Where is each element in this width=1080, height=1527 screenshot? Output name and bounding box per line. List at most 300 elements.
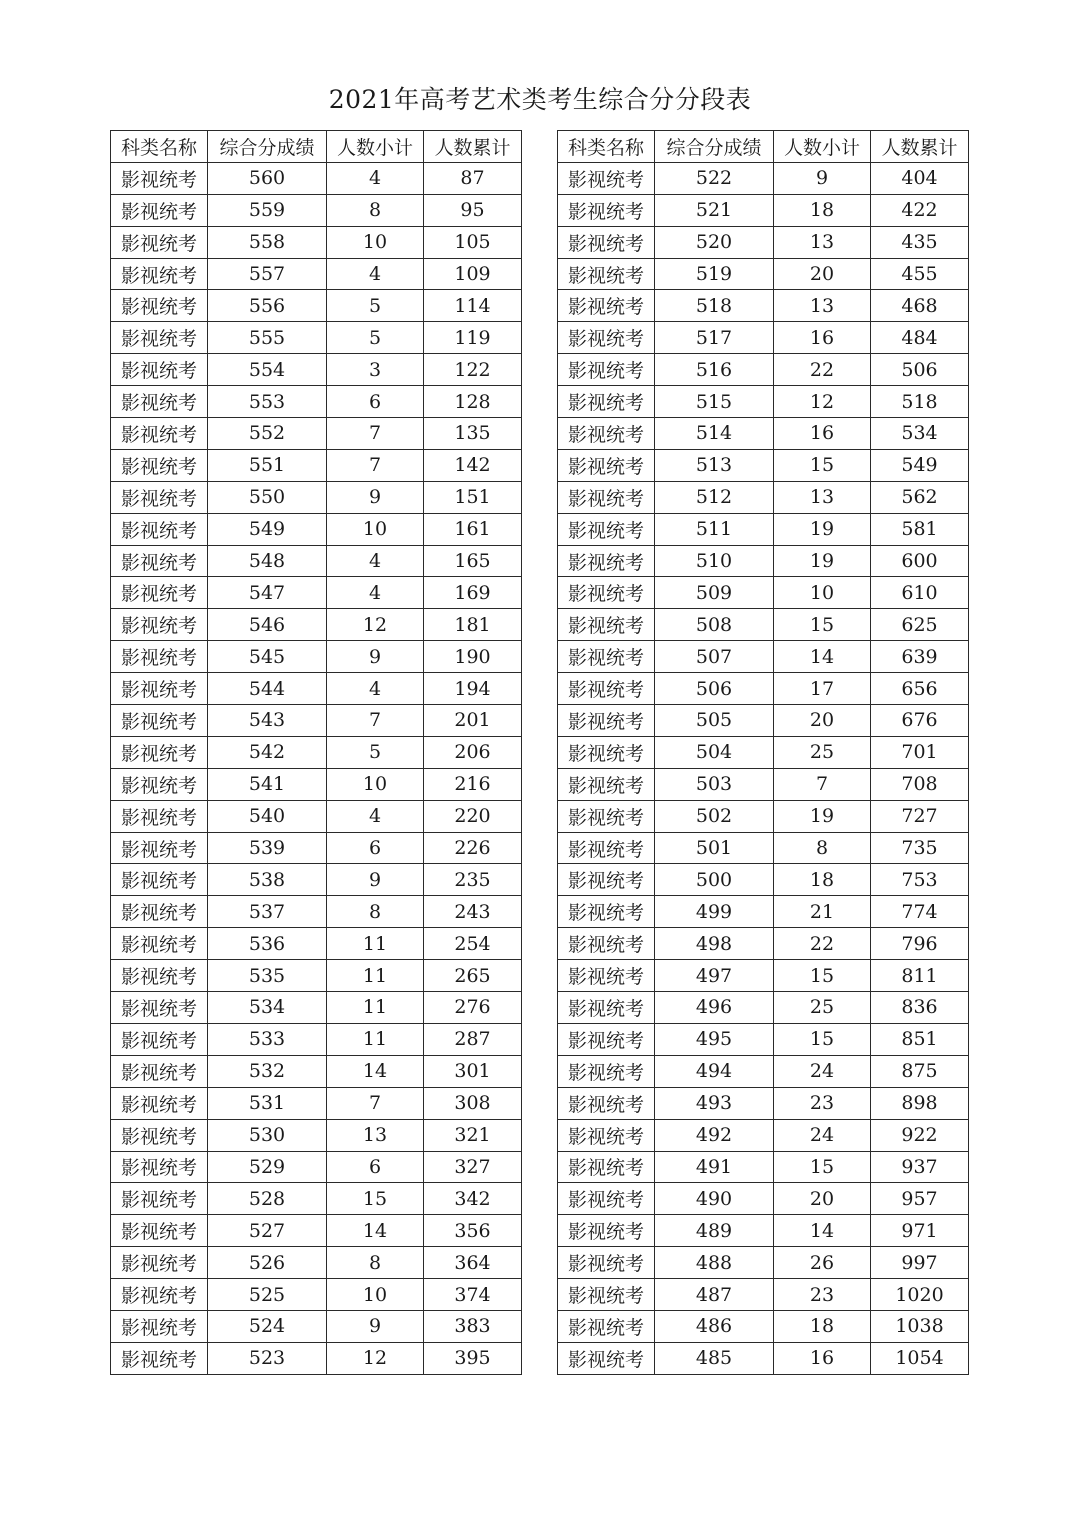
table-row <box>111 768 522 800</box>
cell-category: 影视统考 <box>111 609 208 641</box>
cell-count: 23 <box>774 1087 871 1119</box>
cell-count: 6 <box>327 832 424 864</box>
cell-count: 4 <box>327 162 424 194</box>
cell-cumulative: 308 <box>424 1087 522 1119</box>
table-row <box>111 1023 522 1055</box>
table-row <box>558 449 969 481</box>
cell-count: 15 <box>774 609 871 641</box>
cell-cumulative: 610 <box>871 577 969 609</box>
table-row <box>111 1087 522 1119</box>
table-row <box>558 354 969 386</box>
cell-category: 影视统考 <box>558 864 655 896</box>
table-row <box>111 226 522 258</box>
cell-category: 影视统考 <box>111 705 208 737</box>
cell-score: 501 <box>655 832 774 864</box>
cell-category: 影视统考 <box>558 1183 655 1215</box>
cell-count: 8 <box>327 194 424 226</box>
cell-cumulative: 135 <box>424 418 522 450</box>
cell-count: 11 <box>327 928 424 960</box>
cell-count: 25 <box>774 736 871 768</box>
cell-count: 7 <box>774 768 871 800</box>
cell-cumulative: 109 <box>424 258 522 290</box>
cell-count: 13 <box>327 1119 424 1151</box>
cell-category: 影视统考 <box>111 226 208 258</box>
cell-category: 影视统考 <box>111 354 208 386</box>
cell-count: 10 <box>774 577 871 609</box>
cell-score: 485 <box>655 1342 774 1374</box>
cell-cumulative: 898 <box>871 1087 969 1119</box>
cell-category: 影视统考 <box>111 290 208 322</box>
cell-cumulative: 226 <box>424 832 522 864</box>
cell-category: 影视统考 <box>111 449 208 481</box>
cell-category: 影视统考 <box>111 162 208 194</box>
cell-cumulative: 625 <box>871 609 969 641</box>
cell-score: 537 <box>208 896 327 928</box>
cell-score: 515 <box>655 386 774 418</box>
cell-cumulative: 422 <box>871 194 969 226</box>
cell-count: 16 <box>774 418 871 450</box>
cell-score: 490 <box>655 1183 774 1215</box>
cell-cumulative: 374 <box>424 1279 522 1311</box>
cell-score: 560 <box>208 162 327 194</box>
cell-score: 512 <box>655 481 774 513</box>
table-row <box>111 545 522 577</box>
cell-category: 影视统考 <box>558 928 655 960</box>
table-row <box>111 322 522 354</box>
cell-count: 14 <box>327 1215 424 1247</box>
cell-count: 24 <box>774 1119 871 1151</box>
cell-category: 影视统考 <box>558 418 655 450</box>
cell-cumulative: 161 <box>424 513 522 545</box>
table-row <box>111 673 522 705</box>
cell-cumulative: 506 <box>871 354 969 386</box>
cell-count: 23 <box>774 1279 871 1311</box>
cell-count: 15 <box>774 1151 871 1183</box>
cell-score: 547 <box>208 577 327 609</box>
cell-category: 影视统考 <box>558 449 655 481</box>
cell-category: 影视统考 <box>558 896 655 928</box>
cell-cumulative: 265 <box>424 960 522 992</box>
cell-cumulative: 727 <box>871 800 969 832</box>
cell-cumulative: 276 <box>424 992 522 1024</box>
table-row <box>111 162 522 194</box>
cell-category: 影视统考 <box>111 513 208 545</box>
cell-score: 524 <box>208 1310 327 1342</box>
cell-category: 影视统考 <box>111 673 208 705</box>
table-row <box>111 1183 522 1215</box>
cell-count: 15 <box>774 960 871 992</box>
cell-category: 影视统考 <box>558 1151 655 1183</box>
cell-count: 22 <box>774 354 871 386</box>
cell-category: 影视统考 <box>558 1247 655 1279</box>
cell-category: 影视统考 <box>111 1119 208 1151</box>
table-row <box>558 1279 969 1311</box>
cell-category: 影视统考 <box>111 928 208 960</box>
cell-score: 558 <box>208 226 327 258</box>
table-row <box>558 1023 969 1055</box>
cell-count: 6 <box>327 386 424 418</box>
cell-cumulative: 811 <box>871 960 969 992</box>
cell-cumulative: 87 <box>424 162 522 194</box>
cell-cumulative: 95 <box>424 194 522 226</box>
cell-count: 10 <box>327 226 424 258</box>
table-row <box>558 290 969 322</box>
cell-score: 517 <box>655 322 774 354</box>
cell-category: 影视统考 <box>558 545 655 577</box>
table-row <box>111 577 522 609</box>
cell-count: 24 <box>774 1055 871 1087</box>
cell-cumulative: 301 <box>424 1055 522 1087</box>
cell-category: 影视统考 <box>111 992 208 1024</box>
cell-cumulative: 105 <box>424 226 522 258</box>
cell-score: 546 <box>208 609 327 641</box>
cell-category: 影视统考 <box>558 992 655 1024</box>
cell-count: 4 <box>327 577 424 609</box>
cell-count: 11 <box>327 1023 424 1055</box>
table-row <box>558 736 969 768</box>
table-row <box>558 1119 969 1151</box>
table-row <box>111 960 522 992</box>
cell-category: 影视统考 <box>111 1183 208 1215</box>
cell-score: 554 <box>208 354 327 386</box>
cell-category: 影视统考 <box>558 1342 655 1374</box>
table-row <box>558 162 969 194</box>
cell-category: 影视统考 <box>111 1087 208 1119</box>
cell-score: 513 <box>655 449 774 481</box>
cell-count: 10 <box>327 768 424 800</box>
cell-count: 4 <box>327 800 424 832</box>
cell-count: 7 <box>327 418 424 450</box>
cell-score: 494 <box>655 1055 774 1087</box>
cell-score: 495 <box>655 1023 774 1055</box>
table-row <box>558 928 969 960</box>
cell-count: 7 <box>327 449 424 481</box>
cell-count: 8 <box>774 832 871 864</box>
table-row <box>558 609 969 641</box>
cell-cumulative: 774 <box>871 896 969 928</box>
cell-count: 20 <box>774 258 871 290</box>
table-row <box>111 992 522 1024</box>
cell-count: 9 <box>327 481 424 513</box>
cell-score: 505 <box>655 705 774 737</box>
cell-score: 536 <box>208 928 327 960</box>
cell-score: 521 <box>655 194 774 226</box>
column-header-count: 人数小计 <box>774 131 871 163</box>
table-row <box>558 481 969 513</box>
cell-count: 16 <box>774 1342 871 1374</box>
cell-cumulative: 201 <box>424 705 522 737</box>
cell-cumulative: 342 <box>424 1183 522 1215</box>
table-row <box>558 386 969 418</box>
cell-score: 498 <box>655 928 774 960</box>
cell-score: 514 <box>655 418 774 450</box>
cell-count: 14 <box>327 1055 424 1087</box>
cell-score: 502 <box>655 800 774 832</box>
cell-count: 3 <box>327 354 424 386</box>
cell-count: 11 <box>327 960 424 992</box>
table-row <box>558 1151 969 1183</box>
cell-score: 503 <box>655 768 774 800</box>
table-row <box>558 992 969 1024</box>
cell-cumulative: 549 <box>871 449 969 481</box>
cell-cumulative: 243 <box>424 896 522 928</box>
cell-score: 497 <box>655 960 774 992</box>
cell-cumulative: 735 <box>871 832 969 864</box>
cell-category: 影视统考 <box>111 832 208 864</box>
cell-category: 影视统考 <box>558 960 655 992</box>
cell-cumulative: 753 <box>871 864 969 896</box>
cell-category: 影视统考 <box>111 1342 208 1374</box>
cell-category: 影视统考 <box>111 481 208 513</box>
cell-score: 543 <box>208 705 327 737</box>
table-row <box>111 1215 522 1247</box>
cell-category: 影视统考 <box>111 1279 208 1311</box>
table-row <box>111 736 522 768</box>
table-row <box>111 194 522 226</box>
cell-count: 10 <box>327 513 424 545</box>
cell-count: 17 <box>774 673 871 705</box>
cell-score: 533 <box>208 1023 327 1055</box>
cell-count: 4 <box>327 258 424 290</box>
cell-category: 影视统考 <box>558 290 655 322</box>
cell-cumulative: 484 <box>871 322 969 354</box>
table-row <box>558 896 969 928</box>
cell-category: 影视统考 <box>558 226 655 258</box>
table-row <box>111 1247 522 1279</box>
cell-cumulative: 190 <box>424 641 522 673</box>
cell-count: 21 <box>774 896 871 928</box>
cell-cumulative: 327 <box>424 1151 522 1183</box>
table-row <box>111 1151 522 1183</box>
table-row <box>558 832 969 864</box>
table-row <box>111 418 522 450</box>
cell-score: 516 <box>655 354 774 386</box>
cell-score: 496 <box>655 992 774 1024</box>
table-row <box>558 194 969 226</box>
table-row <box>558 226 969 258</box>
cell-cumulative: 356 <box>424 1215 522 1247</box>
cell-score: 551 <box>208 449 327 481</box>
cell-score: 540 <box>208 800 327 832</box>
cell-score: 518 <box>655 290 774 322</box>
column-header-score: 综合分成绩 <box>655 131 774 163</box>
cell-category: 影视统考 <box>558 194 655 226</box>
cell-count: 19 <box>774 800 871 832</box>
table-row <box>558 1055 969 1087</box>
cell-cumulative: 562 <box>871 481 969 513</box>
cell-score: 499 <box>655 896 774 928</box>
cell-score: 559 <box>208 194 327 226</box>
table-row <box>111 290 522 322</box>
cell-cumulative: 114 <box>424 290 522 322</box>
cell-cumulative: 581 <box>871 513 969 545</box>
table-row <box>558 513 969 545</box>
cell-cumulative: 169 <box>424 577 522 609</box>
table-row <box>558 322 969 354</box>
cell-score: 538 <box>208 864 327 896</box>
table-row <box>558 1342 969 1374</box>
cell-score: 520 <box>655 226 774 258</box>
cell-score: 553 <box>208 386 327 418</box>
cell-cumulative: 957 <box>871 1183 969 1215</box>
cell-score: 542 <box>208 736 327 768</box>
table-row <box>558 545 969 577</box>
table-row <box>111 386 522 418</box>
cell-category: 影视统考 <box>558 386 655 418</box>
table-row <box>111 1279 522 1311</box>
column-header-score: 综合分成绩 <box>208 131 327 163</box>
cell-score: 492 <box>655 1119 774 1151</box>
cell-category: 影视统考 <box>558 577 655 609</box>
table-row <box>558 673 969 705</box>
cell-category: 影视统考 <box>558 705 655 737</box>
cell-score: 528 <box>208 1183 327 1215</box>
cell-category: 影视统考 <box>558 768 655 800</box>
cell-cumulative: 796 <box>871 928 969 960</box>
cell-score: 525 <box>208 1279 327 1311</box>
cell-count: 4 <box>327 673 424 705</box>
cell-count: 14 <box>774 1215 871 1247</box>
cell-category: 影视统考 <box>111 768 208 800</box>
cell-score: 493 <box>655 1087 774 1119</box>
cell-count: 13 <box>774 290 871 322</box>
cell-category: 影视统考 <box>558 1023 655 1055</box>
table-row <box>111 1119 522 1151</box>
cell-score: 532 <box>208 1055 327 1087</box>
cell-score: 544 <box>208 673 327 705</box>
cell-cumulative: 534 <box>871 418 969 450</box>
cell-score: 511 <box>655 513 774 545</box>
cell-cumulative: 701 <box>871 736 969 768</box>
cell-count: 12 <box>774 386 871 418</box>
cell-score: 506 <box>655 673 774 705</box>
cell-cumulative: 206 <box>424 736 522 768</box>
cell-category: 影视统考 <box>558 641 655 673</box>
cell-count: 13 <box>774 226 871 258</box>
table-row <box>111 832 522 864</box>
page-title: 2021年高考艺术类考生综合分分段表 <box>328 85 752 114</box>
cell-score: 487 <box>655 1279 774 1311</box>
table-row <box>558 800 969 832</box>
cell-score: 519 <box>655 258 774 290</box>
cell-cumulative: 235 <box>424 864 522 896</box>
cell-category: 影视统考 <box>558 1215 655 1247</box>
cell-score: 500 <box>655 864 774 896</box>
cell-category: 影视统考 <box>111 258 208 290</box>
table-row <box>111 641 522 673</box>
cell-score: 522 <box>655 162 774 194</box>
cell-cumulative: 404 <box>871 162 969 194</box>
cell-category: 影视统考 <box>111 960 208 992</box>
cell-count: 26 <box>774 1247 871 1279</box>
cell-cumulative: 1020 <box>871 1279 969 1311</box>
table-row <box>111 1342 522 1374</box>
cell-category: 影视统考 <box>558 481 655 513</box>
cell-cumulative: 220 <box>424 800 522 832</box>
cell-cumulative: 395 <box>424 1342 522 1374</box>
cell-category: 影视统考 <box>558 354 655 386</box>
cell-score: 545 <box>208 641 327 673</box>
cell-score: 557 <box>208 258 327 290</box>
score-table-right <box>557 130 969 1375</box>
table-row <box>558 641 969 673</box>
cell-cumulative: 119 <box>424 322 522 354</box>
cell-category: 影视统考 <box>111 641 208 673</box>
cell-cumulative: 455 <box>871 258 969 290</box>
cell-count: 4 <box>327 545 424 577</box>
table-row <box>111 705 522 737</box>
cell-score: 491 <box>655 1151 774 1183</box>
table-row <box>111 449 522 481</box>
column-header-category: 科类名称 <box>111 131 208 163</box>
cell-category: 影视统考 <box>111 386 208 418</box>
cell-count: 11 <box>327 992 424 1024</box>
cell-score: 541 <box>208 768 327 800</box>
cell-cumulative: 971 <box>871 1215 969 1247</box>
table-row <box>111 258 522 290</box>
cell-cumulative: 851 <box>871 1023 969 1055</box>
cell-score: 534 <box>208 992 327 1024</box>
cell-category: 影视统考 <box>111 1023 208 1055</box>
cell-score: 535 <box>208 960 327 992</box>
cell-category: 影视统考 <box>111 577 208 609</box>
cell-category: 影视统考 <box>558 736 655 768</box>
cell-category: 影视统考 <box>111 800 208 832</box>
cell-category: 影视统考 <box>558 162 655 194</box>
cell-category: 影视统考 <box>111 864 208 896</box>
cell-count: 18 <box>774 1310 871 1342</box>
cell-score: 509 <box>655 577 774 609</box>
cell-count: 12 <box>327 1342 424 1374</box>
cell-count: 10 <box>327 1279 424 1311</box>
cell-cumulative: 836 <box>871 992 969 1024</box>
cell-category: 影视统考 <box>111 1247 208 1279</box>
cell-score: 549 <box>208 513 327 545</box>
cell-score: 556 <box>208 290 327 322</box>
cell-score: 529 <box>208 1151 327 1183</box>
cell-category: 影视统考 <box>111 194 208 226</box>
table-row <box>558 258 969 290</box>
cell-category: 影视统考 <box>111 418 208 450</box>
table-row <box>558 1247 969 1279</box>
table-row <box>558 705 969 737</box>
score-table-left <box>110 130 522 1375</box>
cell-count: 20 <box>774 1183 871 1215</box>
table-row <box>111 896 522 928</box>
cell-count: 15 <box>327 1183 424 1215</box>
cell-count: 18 <box>774 194 871 226</box>
cell-category: 影视统考 <box>558 673 655 705</box>
cell-cumulative: 639 <box>871 641 969 673</box>
table-row <box>111 800 522 832</box>
cell-category: 影视统考 <box>111 736 208 768</box>
table-header-row <box>111 131 522 163</box>
cell-score: 530 <box>208 1119 327 1151</box>
cell-category: 影视统考 <box>558 258 655 290</box>
table-row <box>111 1055 522 1087</box>
cell-category: 影视统考 <box>558 322 655 354</box>
cell-count: 7 <box>327 1087 424 1119</box>
cell-score: 531 <box>208 1087 327 1119</box>
cell-count: 5 <box>327 322 424 354</box>
cell-count: 9 <box>327 641 424 673</box>
cell-category: 影视统考 <box>111 1151 208 1183</box>
cell-count: 19 <box>774 513 871 545</box>
cell-count: 9 <box>774 162 871 194</box>
cell-cumulative: 997 <box>871 1247 969 1279</box>
cell-cumulative: 165 <box>424 545 522 577</box>
cell-category: 影视统考 <box>111 1215 208 1247</box>
